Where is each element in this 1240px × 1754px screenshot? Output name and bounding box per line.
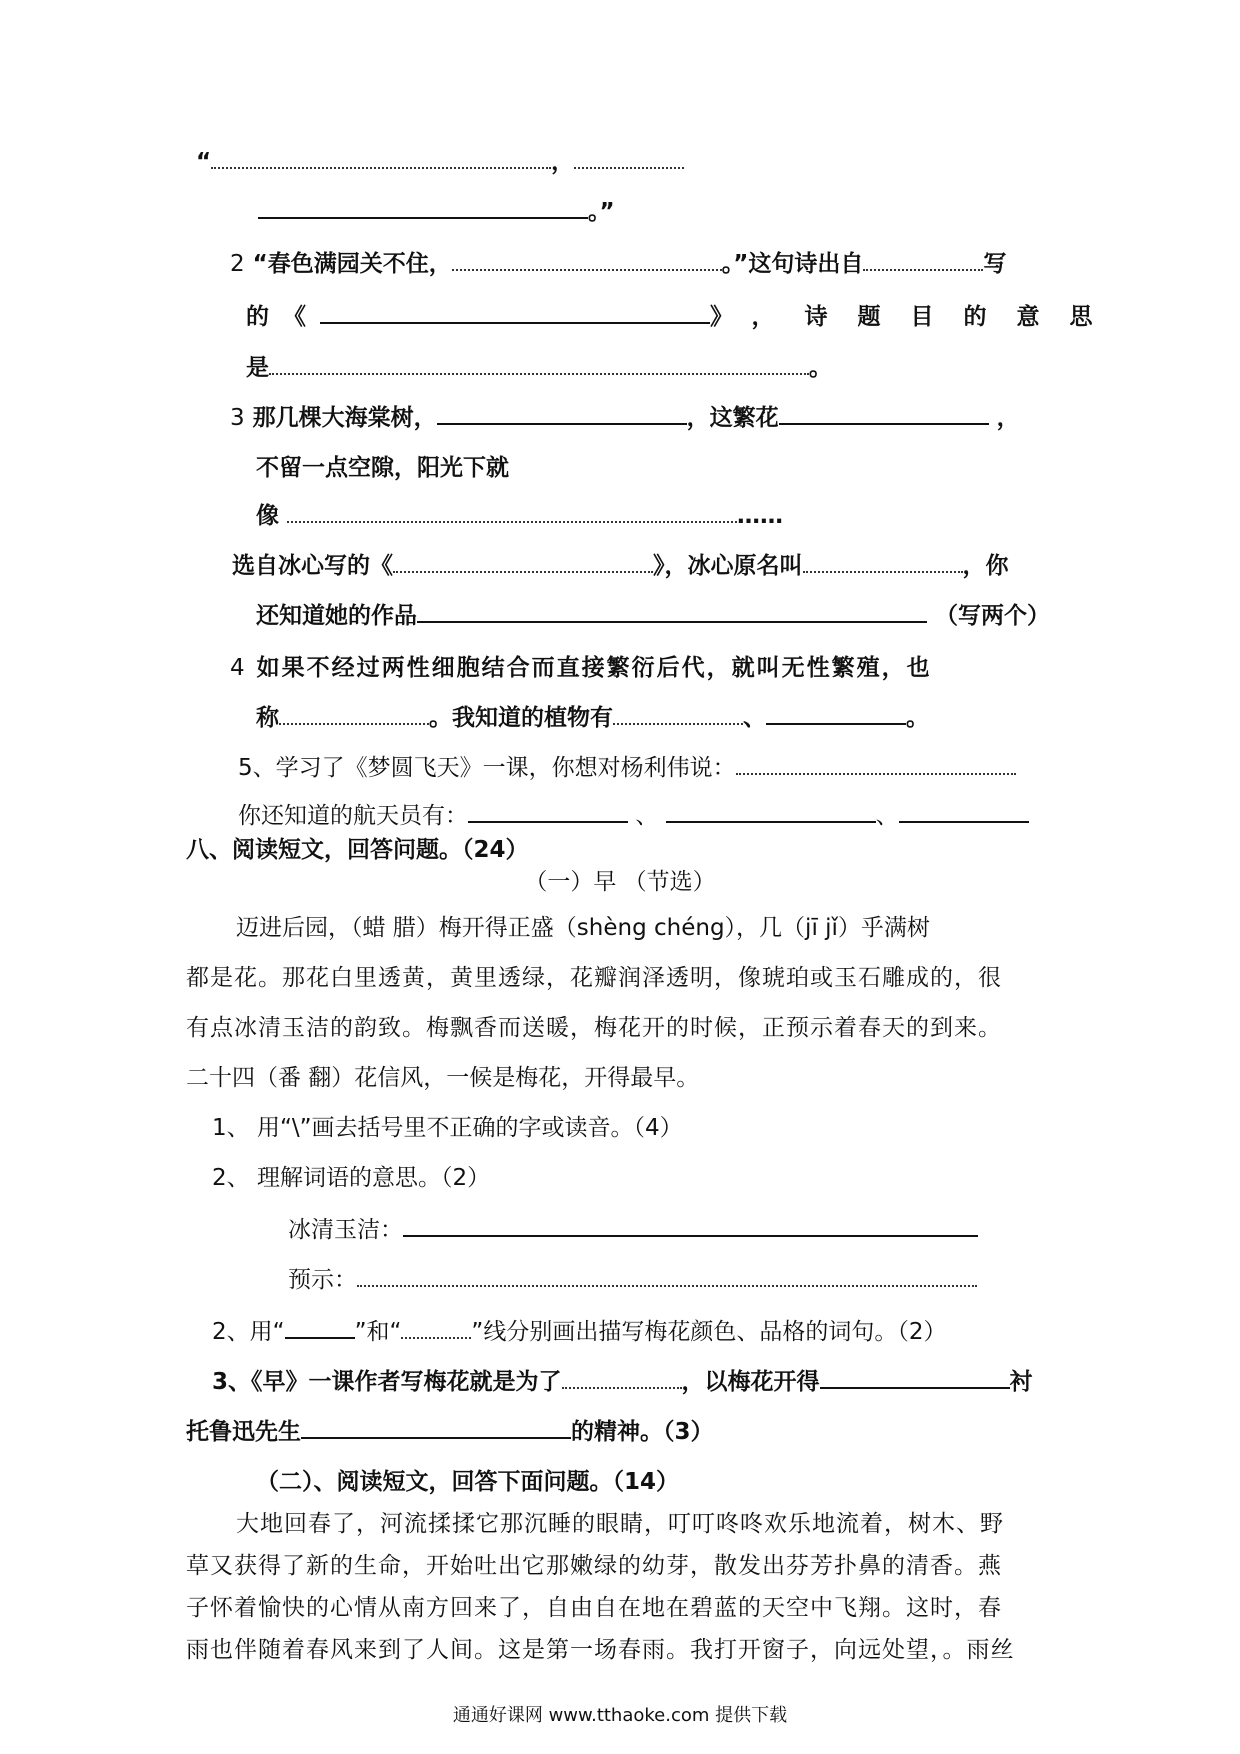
q3-line4: 选自冰心写的《 》，冰心原名叫 ，你 xyxy=(232,553,1009,579)
q5-line2: 你还知道的航天员有： 、 、 xyxy=(238,800,1029,832)
term1-blank[interactable] xyxy=(403,1215,978,1237)
p1-question-4-cont: 托鲁迅先生 的精神。（3） xyxy=(186,1419,714,1445)
q1-line1: “ ， xyxy=(196,146,684,178)
q2-line2: 的《 》，诗题目的意思 xyxy=(246,304,1123,330)
q4-line1: 4 如果不经过两性细胞结合而直接繁衍后代，就叫无性繁殖，也 xyxy=(230,655,932,681)
footer: 通通好课网 www.tthaoke.com 提供下载 xyxy=(452,1705,788,1726)
underline-sample-dotted xyxy=(401,1317,471,1339)
p1-question-1: 1、 用“\”画去括号里不正确的字或读音。（4） xyxy=(212,1115,683,1141)
term2-blank[interactable] xyxy=(357,1265,977,1287)
q4-line2: 称 。我知道的植物有 、 。 xyxy=(256,705,929,731)
q3-blank-3[interactable] xyxy=(287,501,737,523)
p1-term-1: 冰清玉洁： xyxy=(288,1214,978,1246)
q3-blank-2[interactable] xyxy=(779,403,989,425)
q5-blank-3[interactable] xyxy=(666,801,876,823)
section8-subtitle: （一）早 （节选） xyxy=(524,869,716,895)
passage1-line3: 有点冰清玉洁的韵致。梅飘香而送暖，梅花开的时候，正预示着春天的到来。 xyxy=(186,1015,1002,1041)
q4-blank-spirit[interactable] xyxy=(301,1417,571,1439)
q2-line3: 是 。 xyxy=(246,355,832,381)
q5-line1: 5、学习了《梦圆飞天》一课，你想对杨利伟说： xyxy=(238,752,1016,784)
q2-blank-poem[interactable] xyxy=(452,249,722,271)
q4-blank-bloom[interactable] xyxy=(820,1367,1010,1389)
section-b-title: （二）、阅读短文，回答下面问题。（14） xyxy=(256,1469,680,1495)
p1-question-4: 3、《早》一课作者写梅花就是为了 ，以梅花开得 衬 xyxy=(212,1369,1033,1395)
q5-blank-1[interactable] xyxy=(736,753,1016,775)
p1-question-2: 2、 理解词语的意思。（2） xyxy=(212,1165,491,1191)
q1-line2: 。” xyxy=(258,196,615,228)
q3-line5: 还知道她的作品 （写两个） xyxy=(256,603,1051,629)
q5-blank-4[interactable] xyxy=(899,801,1029,823)
passage2-line1: 大地回春了，河流揉揉它那沉睡的眼睛，叮叮咚咚欢乐地流着，树木、野 xyxy=(236,1511,1004,1537)
p1-question-3: 2、用“ ”和“ ”线分别画出描写梅花颜色、品格的词句。（2） xyxy=(212,1319,947,1345)
q4-blank-3[interactable] xyxy=(766,703,906,725)
q4-blank-purpose[interactable] xyxy=(562,1367,682,1389)
underline-sample-solid xyxy=(285,1317,355,1339)
q2-line1: 2 “春色满园关不住， 。”这句诗出自 写 xyxy=(230,251,1007,277)
q3-blank-1[interactable] xyxy=(437,403,687,425)
q3-line2: 不留一点空隙，阳光下就 xyxy=(256,455,509,481)
q1-blank-1[interactable] xyxy=(211,147,551,169)
passage2-line4: 雨也伴随着春风来到了人间。这是第一场春雨。我打开窗子，向远处望，。雨丝 xyxy=(186,1637,1015,1663)
q4-blank-1[interactable] xyxy=(279,703,429,725)
q4-blank-2[interactable] xyxy=(613,703,743,725)
q3-blank-name[interactable] xyxy=(803,551,963,573)
passage1-line1: 迈进后园，（蜡 腊）梅开得正盛（shèng chéng），几（jī jǐ）乎满树 xyxy=(236,915,930,941)
passage1-line4: 二十四（番 翻）花信风，一候是梅花，开得最早。 xyxy=(186,1065,700,1091)
q2-blank-title[interactable] xyxy=(320,302,710,324)
passage2-line3: 子怀着愉快的心情从南方回来了，自由自在地在碧蓝的天空中飞翔。这时，春 xyxy=(186,1595,1002,1621)
section8-title: 八、阅读短文，回答问题。（24） xyxy=(186,837,529,863)
q2-blank-author[interactable] xyxy=(863,249,983,271)
q2-blank-meaning[interactable] xyxy=(269,353,809,375)
q1-blank-2[interactable] xyxy=(574,147,684,169)
passage2-line2: 草又获得了新的生命，开始吐出它那嫩绿的幼芽，散发出芬芳扑鼻的清香。燕 xyxy=(186,1553,1002,1579)
passage1-line2: 都是花。那花白里透黄，黄里透绿，花瓣润泽透明，像琥珀或玉石雕成的，很 xyxy=(186,965,1002,991)
q3-line3: 像 …… xyxy=(256,503,784,529)
q3-line1: 3 那几棵大海棠树， ，这繁花 ， xyxy=(230,405,1020,431)
q3-blank-works[interactable] xyxy=(417,601,927,623)
q1-blank-3[interactable] xyxy=(258,197,588,219)
q5-blank-2[interactable] xyxy=(468,801,628,823)
q3-blank-book[interactable] xyxy=(393,551,653,573)
p1-term-2: 预示： xyxy=(288,1264,977,1296)
